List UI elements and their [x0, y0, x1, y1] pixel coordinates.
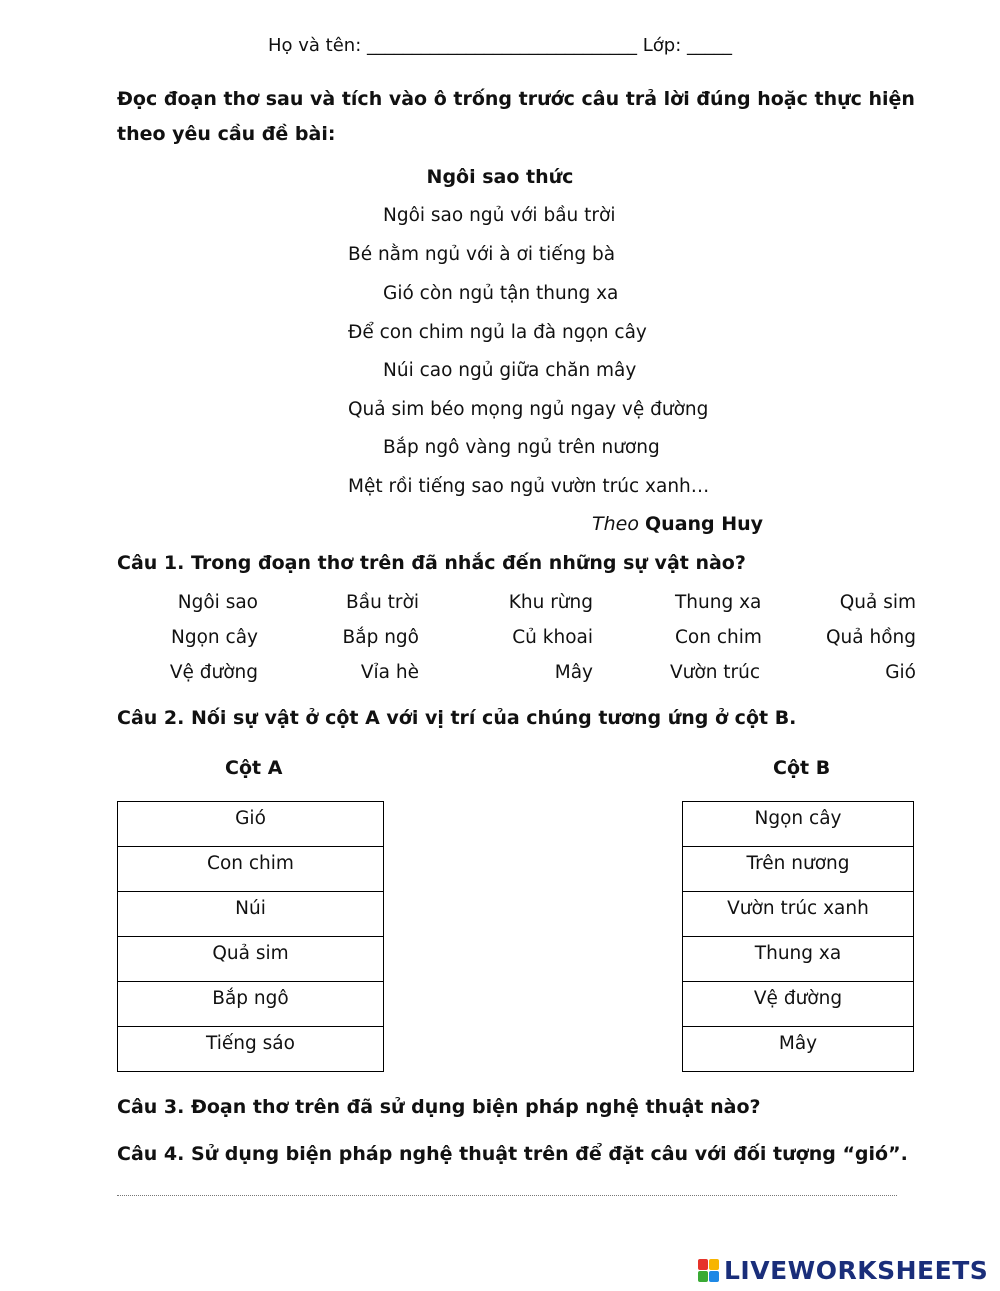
- poem-line: Núi cao ngủ giữa chăn mây: [383, 360, 637, 381]
- credit-author: Quang Huy: [645, 513, 764, 535]
- question-1: Câu 1. Trong đoạn thơ trên đã nhắc đến những sự vật nào?: [117, 552, 746, 574]
- column-a-table: [117, 801, 384, 1072]
- poem-line: Để con chim ngủ la đà ngọn cây: [348, 322, 647, 343]
- q1-option[interactable]: Thung xa: [675, 592, 762, 613]
- poem-line: Mệt rồi tiếng sao ngủ vườn trúc xanh…: [348, 476, 710, 497]
- q1-option[interactable]: Khu rừng: [508, 592, 593, 613]
- credit-prefix: Theo: [592, 513, 639, 535]
- column-a-item[interactable]: Quả sim: [118, 937, 384, 982]
- logo-text: LIVEWORKSHEETS: [724, 1256, 989, 1285]
- question-4: Câu 4. Sử dụng biện pháp nghệ thuật trên để đặt câu với đối tượng “gió”.: [117, 1143, 908, 1165]
- q1-option[interactable]: Quả hồng: [825, 627, 916, 648]
- poem-title: Ngôi sao thức: [426, 166, 574, 188]
- column-b-item[interactable]: Ngọn cây: [683, 802, 914, 847]
- poem-line: Bắp ngô vàng ngủ trên nương: [383, 437, 660, 458]
- column-a-item[interactable]: Con chim: [118, 847, 384, 892]
- q1-option[interactable]: Quả sim: [839, 592, 916, 613]
- q1-option[interactable]: Vườn trúc: [670, 662, 761, 683]
- column-a-item[interactable]: Bắp ngô: [118, 982, 384, 1027]
- q1-option[interactable]: Mây: [554, 662, 593, 683]
- q1-option[interactable]: Ngôi sao: [177, 592, 258, 613]
- poem-line: Gió còn ngủ tận thung xa: [383, 283, 619, 304]
- column-b-table: [682, 801, 914, 1072]
- column-b-title: Cột B: [773, 757, 831, 779]
- question-3: Câu 3. Đoạn thơ trên đã sử dụng biện pháp nghệ thuật nào?: [117, 1096, 761, 1118]
- liveworksheets-logo: [698, 1256, 988, 1285]
- column-a-item[interactable]: Gió: [118, 802, 384, 847]
- poem-line: Quả sim béo mọng ngủ ngay vệ đường: [348, 399, 709, 420]
- liveworksheets-logo-icon: [698, 1259, 720, 1283]
- q1-option[interactable]: Gió: [885, 662, 916, 683]
- q1-option[interactable]: Bắp ngô: [342, 627, 419, 648]
- q1-option[interactable]: Bầu trời: [346, 592, 419, 613]
- column-b-item[interactable]: Vườn trúc xanh: [683, 892, 914, 937]
- poem-line: Bé nằm ngủ với à ơi tiếng bà: [348, 244, 616, 265]
- column-a-item[interactable]: Tiếng sáo: [118, 1027, 384, 1072]
- question-2: Câu 2. Nối sự vật ở cột A với vị trí của chúng tương ứng ở cột B.: [117, 707, 797, 729]
- q1-option[interactable]: Con chim: [675, 627, 762, 648]
- q1-option[interactable]: Vỉa hè: [360, 662, 419, 683]
- poem-line: Ngôi sao ngủ với bầu trời: [383, 205, 616, 226]
- q1-option[interactable]: Ngọn cây: [171, 627, 258, 648]
- column-a-item[interactable]: Núi: [118, 892, 384, 937]
- poem-credit: [592, 513, 763, 535]
- column-a-title: Cột A: [225, 757, 283, 779]
- column-b-item[interactable]: Vệ đường: [683, 982, 914, 1027]
- q1-option[interactable]: Vệ đường: [169, 662, 258, 683]
- q1-option[interactable]: Củ khoai: [512, 627, 593, 648]
- answer-line[interactable]: [117, 1195, 897, 1196]
- name-class-line: Họ và tên: ______________________________ Lớp: _____: [268, 35, 732, 56]
- column-b-item[interactable]: Trên nương: [683, 847, 914, 892]
- column-b-item[interactable]: Thung xa: [683, 937, 914, 982]
- column-b-item[interactable]: Mây: [683, 1027, 914, 1072]
- instruction-text: Đọc đoạn thơ sau và tích vào ô trống trước câu trả lời đúng hoặc thực hiện theo yêu cầu đề bài:: [117, 88, 915, 145]
